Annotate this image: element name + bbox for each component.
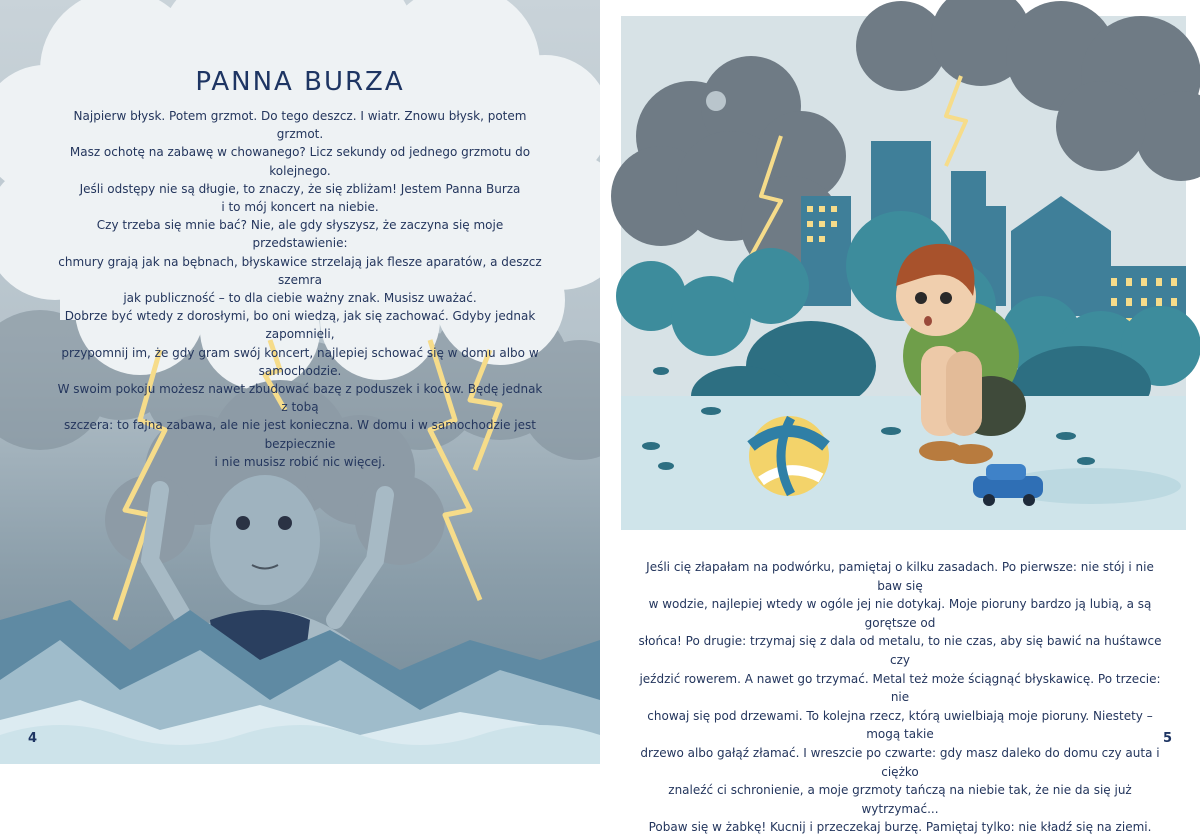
story-line: Najpierw błysk. Potem grzmot. Do tego deszcz. I wiatr. Znowu błysk, potem grzmot. <box>73 109 527 142</box>
page-number-left: 4 <box>28 731 38 746</box>
story-line: jak publiczność – to dla ciebie ważny znak. Musisz uważać. <box>123 291 477 306</box>
right-page <box>600 0 1200 835</box>
story-line: przypomnij im, że gdy gram swój koncert, najlepiej schować się w domu albo w samochodzie. <box>61 345 539 378</box>
story-line: Masz ochotę na zabawę w chowanego? Licz sekundy od jednego grzmotu do kolejnego. <box>69 145 531 178</box>
story-line: i to mój koncert na niebie. <box>221 200 379 215</box>
story-line: Czy trzeba się mnie bać? Nie, ale gdy słyszysz, że zaczyna się moje przedstawienie: <box>96 218 504 251</box>
story-line: W swoim pokoju możesz nawet zbudować bazę z poduszek i koców. Będę jednak z tobą <box>57 382 543 415</box>
boy-in-storm-illustration <box>621 16 1186 530</box>
story-line: znaleźć ci schronienie, a moje grzmoty tańczą na niebie tak, że nie da się już wytrzymać... <box>668 783 1132 816</box>
story-line: Jeśli odstępy nie są długie, to znaczy, że się zbliżam! Jestem Panna Burza <box>79 181 521 196</box>
story-line: chowaj się pod drzewami. To kolejna rzecz, którą uwielbiają moje pioruny. Niestety – mogą takie <box>647 708 1153 742</box>
story-line: Dobrze być wtedy z dorosłymi, bo oni wiedzą, jak się zachować. Gdyby jednak zapomnieli, <box>64 309 536 342</box>
page-number-right: 5 <box>1163 731 1173 746</box>
story-line: w wodzie, najlepiej wtedy w ogóle jej nie dotykaj. Moje pioruny bardzo ją lubią, a są gorętsze od <box>648 597 1152 630</box>
left-story-text <box>55 107 545 471</box>
story-line: słońca! Po drugie: trzymaj się z dala od metalu, to nie czas, aby się bawić na huśtawce czy <box>638 634 1162 667</box>
story-line: chmury grają jak na bębnach, błyskawice strzelają jak flesze aparatów, a deszcz szemra <box>58 254 542 287</box>
story-line: szczera: to fajna zabawa, ale nie jest konieczna. W domu i w samochodzie jest bezpiecznie <box>64 418 536 451</box>
story-line: drzewo albo gałąź złamać. I wreszcie po czwarte: gdy masz daleko do domu czy auta i ciężko <box>640 745 1160 779</box>
page-title: PANNA BURZA <box>195 67 405 98</box>
right-story-text <box>635 558 1165 837</box>
left-page <box>0 0 600 764</box>
story-line: jeździć rowerem. A nawet go trzymać. Metal też może ściągnąć błyskawicę. Po trzecie: nie <box>639 671 1161 705</box>
story-line: i nie musisz robić nic więcej. <box>214 454 386 469</box>
story-line: Jeśli cię złapałam na podwórku, pamiętaj o kilku zasadach. Po pierwsze: nie stój i nie baw się <box>646 560 1154 593</box>
story-line: Pobaw się w żabkę! Kucnij i przeczekaj burzę. Pamiętaj tylko: nie kładź się na ziemi. <box>648 820 1152 835</box>
